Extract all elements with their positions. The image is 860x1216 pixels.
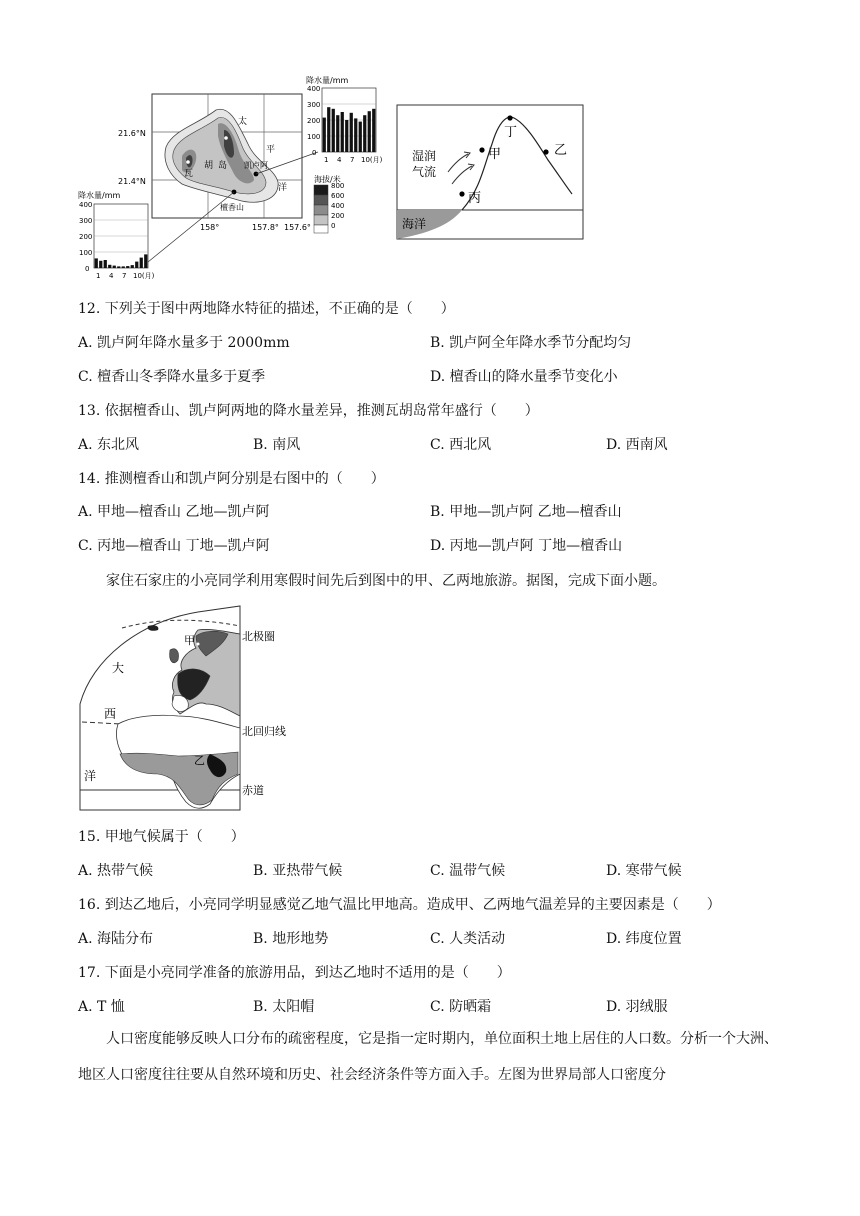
honolulu-ytick-100: 100: [79, 249, 93, 257]
label-moist-2: 气流: [412, 165, 437, 179]
legend-title: 海拔/米: [314, 175, 341, 184]
label-ocean: 海洋: [402, 217, 427, 231]
label-da: 大: [112, 661, 125, 675]
map-label-yang: 洋: [278, 183, 288, 193]
label-ding: 丁: [504, 125, 518, 140]
q13-stem: 13. 依据檀香山、凯卢阿两地的降水量差异，推测瓦胡岛常年盛行（ ）: [78, 403, 539, 419]
honolulu-bar-10: [135, 262, 138, 268]
q14-option-d[interactable]: D. 丙地—凯卢阿 丁地—檀香山: [430, 538, 623, 554]
q16-option-c[interactable]: C. 人类活动: [430, 931, 506, 947]
q14-option-b[interactable]: B. 甲地—凯卢阿 乙地—檀香山: [430, 504, 622, 520]
honolulu-chart: [78, 190, 155, 280]
mountain-profile-figure: [396, 104, 584, 240]
honolulu-xtick-4: 4: [109, 272, 114, 280]
kailua-bar-8: [354, 118, 357, 152]
kailua-ytick-0: 0: [312, 149, 317, 157]
legend-200: 200: [331, 212, 345, 220]
kailua-bar-9: [359, 122, 362, 152]
kailua-ytick-300: 300: [307, 101, 321, 109]
intro-3: 人口密度能够反映人口分布的疏密程度，它是指一定时期内，单位面积土地上居住的人口数。分析一个大洲、地区人口密度往往要从自然环境和历史、社会经济条件等方面入手。左图为世界局部人口密度分: [78, 1031, 778, 1083]
q15-option-b[interactable]: B. 亚热带气候: [253, 863, 343, 879]
kailua-ytick-400: 400: [307, 85, 321, 93]
q12-option-b[interactable]: B. 凯卢阿全年降水季节分配均匀: [430, 335, 632, 351]
kailua-bar-12: [372, 109, 375, 152]
honolulu-ylabel: 降水量/mm: [78, 191, 121, 200]
q16-option-d[interactable]: D. 纬度位置: [606, 931, 682, 947]
british-isles: [170, 649, 179, 663]
kailua-bar-10: [363, 115, 366, 152]
q14-option-a[interactable]: A. 甲地—檀香山 乙地—凯卢阿: [78, 504, 270, 520]
kailua-bar-2: [327, 107, 330, 152]
q17-option-c[interactable]: C. 防晒霜: [430, 999, 492, 1015]
q14-stem: 14. 推测檀香山和凯卢阿分别是右图中的（ ）: [78, 471, 385, 487]
honolulu-xtick-10: 10(月): [133, 272, 155, 280]
honolulu-bar-5: [113, 266, 116, 268]
lat-label-214: 21.4°N: [118, 177, 146, 186]
q12-option-a[interactable]: A. 凯卢阿年降水量多于 2000mm: [78, 335, 290, 351]
honolulu-bar-9: [131, 265, 134, 268]
label-jia: 甲: [488, 147, 502, 162]
point-ding: [507, 115, 512, 120]
q17-option-d[interactable]: D. 羽绒服: [606, 999, 668, 1015]
honolulu-xtick-7: 7: [122, 272, 127, 280]
honolulu-bar-3: [104, 260, 107, 268]
legend-400: 400: [331, 202, 345, 210]
q12-option-d[interactable]: D. 檀香山的降水量季节变化小: [430, 369, 618, 385]
kailua-xtick-1: 1: [324, 156, 329, 164]
legend-0: 0: [331, 222, 336, 230]
honolulu-ytick-200: 200: [79, 233, 93, 241]
kailua-xtick-10: 10(月): [361, 156, 383, 164]
honolulu-ytick-300: 300: [79, 217, 93, 225]
map-label-tai: 太: [238, 117, 248, 127]
honolulu-ytick-400: 400: [79, 201, 93, 209]
label-xi: 西: [104, 707, 117, 721]
kailua-chart: [306, 75, 383, 164]
q14-option-c[interactable]: C. 丙地—檀香山 丁地—凯卢阿: [78, 538, 270, 554]
map-label-kailua: 凯卢阿: [244, 161, 268, 170]
label-arctic: 北极圈: [242, 630, 275, 643]
label-equator: 赤道: [242, 784, 264, 797]
map-label-ping: 平: [266, 145, 276, 155]
kailua-ylabel: 降水量/mm: [306, 76, 349, 85]
q15-stem: 15. 甲地气候属于（ ）: [78, 829, 245, 845]
point-jia-map: [197, 643, 200, 646]
kailua-bar-5: [341, 112, 344, 152]
point-yi: [543, 149, 548, 154]
label-tropic: 北回归线: [242, 725, 286, 738]
q16-stem: 16. 到达乙地后，小亮同学明显感觉乙地气温比甲地高。造成甲、乙两地气温差异的主要因素是（ ）: [78, 897, 721, 913]
kailua-bar-7: [350, 113, 353, 152]
legend-800: 800: [331, 182, 345, 190]
label-moist-1: 湿润: [412, 149, 437, 163]
map-label-honolulu: 檀香山: [220, 203, 244, 212]
q15-option-a[interactable]: A. 热带气候: [78, 863, 154, 879]
q12-stem: 12. 下列关于图中两地降水特征的描述，不正确的是（ ）: [78, 301, 455, 317]
label-yi-map: 乙: [194, 754, 205, 767]
label-jia-map: 甲: [184, 634, 195, 647]
oahu-figure: [78, 72, 388, 284]
honolulu-bar-7: [122, 266, 125, 268]
honolulu-ytick-0: 0: [85, 265, 90, 273]
q16-option-a[interactable]: A. 海陆分布: [78, 931, 154, 947]
kailua-ytick-100: 100: [307, 133, 321, 141]
intro-2: 家住石家庄的小亮同学利用寒假时间先后到图中的甲、乙两地旅游。据图，完成下面小题。: [106, 573, 666, 589]
kailua-bar-4: [336, 115, 339, 152]
q17-option-b[interactable]: B. 太阳帽: [253, 999, 315, 1015]
kailua-bar-3: [332, 109, 335, 152]
q15-option-d[interactable]: D. 寒带气候: [606, 863, 682, 879]
honolulu-bar-11: [140, 258, 143, 268]
q17-option-a[interactable]: A. T 恤: [78, 999, 125, 1015]
q13-option-a[interactable]: A. 东北风: [78, 437, 140, 453]
europe-africa-figure: [78, 604, 298, 814]
honolulu-bar-2: [99, 261, 102, 268]
point-bing: [459, 191, 464, 196]
honolulu-bar-6: [117, 266, 120, 268]
label-yi: 乙: [554, 143, 568, 158]
lon-label-1578: 157.8°: [252, 223, 279, 232]
map-label-wa: 瓦: [184, 169, 194, 179]
kailua-xtick-4: 4: [337, 156, 342, 164]
kailua-bar-1: [323, 118, 326, 152]
q16-option-b[interactable]: B. 地形地势: [253, 931, 329, 947]
q12-option-c[interactable]: C. 檀香山冬季降水量多于夏季: [78, 369, 266, 385]
lon-label-1576: 157.6°: [284, 223, 311, 232]
point-jia: [479, 147, 484, 152]
q15-option-c[interactable]: C. 温带气候: [430, 863, 506, 879]
map-label-hu: 胡: [204, 161, 214, 171]
label-yang-map: 洋: [84, 769, 97, 783]
honolulu-bar-1: [95, 258, 98, 268]
honolulu-bar-8: [126, 266, 129, 268]
q13-option-b[interactable]: B. 南风: [253, 437, 301, 453]
honolulu-bar-4: [108, 265, 111, 268]
kailua-ytick-200: 200: [307, 117, 321, 125]
honolulu-xtick-1: 1: [96, 272, 101, 280]
lon-label-158: 158°: [200, 223, 220, 232]
legend-600: 600: [331, 192, 345, 200]
label-bing: 丙: [468, 191, 482, 206]
q13-option-d[interactable]: D. 西南风: [606, 437, 668, 453]
kailua-bar-11: [368, 111, 371, 152]
lat-label-216: 21.6°N: [118, 129, 146, 138]
honolulu-bar-12: [144, 254, 147, 268]
q13-option-c[interactable]: C. 西北风: [430, 437, 492, 453]
kailua-bar-6: [345, 120, 348, 152]
kailua-xtick-7: 7: [350, 156, 355, 164]
map-label-dao: 岛: [218, 161, 228, 171]
q17-stem: 17. 下面是小亮同学准备的旅游用品，到达乙地时不适用的是（ ）: [78, 965, 511, 981]
